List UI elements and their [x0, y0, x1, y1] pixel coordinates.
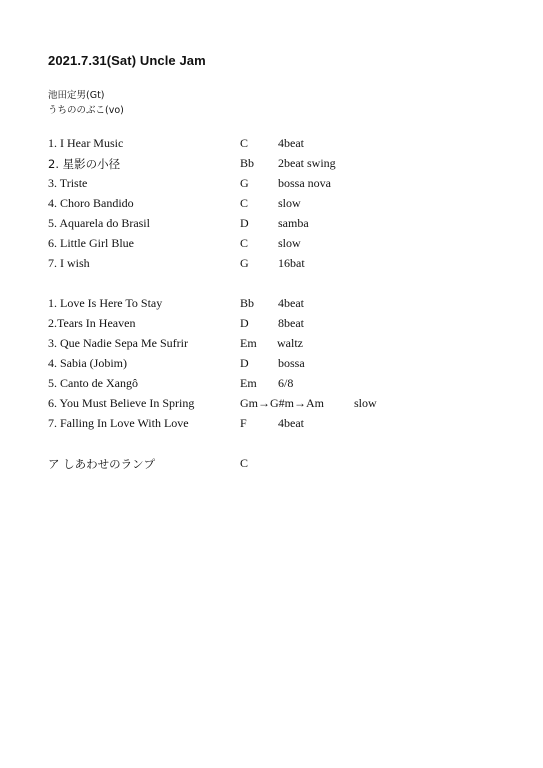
- song-row: [48, 214, 468, 234]
- performer-vocal: うちののぶこ(vo): [48, 105, 124, 116]
- song-style: slow: [354, 396, 377, 410]
- song-title: 6. You Must Believe In Spring: [48, 396, 195, 410]
- song-style: samba: [278, 216, 309, 230]
- song-key: C: [240, 456, 249, 470]
- song-key: F: [240, 416, 247, 430]
- song-row: [48, 334, 468, 354]
- song-title: 5. Aquarela do Brasil: [48, 216, 150, 230]
- setlist-encore: [48, 454, 468, 474]
- song-key: C: [240, 136, 249, 150]
- song-row: [48, 194, 468, 214]
- song-title: 3. Triste: [48, 176, 88, 190]
- song-title: 4. Sabia (Jobim): [48, 356, 127, 370]
- song-key: Bb: [240, 156, 255, 170]
- song-row: [48, 354, 468, 374]
- setlist-second-set: [48, 294, 468, 434]
- song-title: 1. I Hear Music: [48, 136, 124, 150]
- song-row: [48, 154, 468, 174]
- setlist-first-set: [48, 134, 468, 274]
- song-title: 7. I wish: [48, 256, 90, 270]
- song-row: [48, 174, 468, 194]
- song-row: [48, 234, 468, 254]
- song-style: 4beat: [278, 136, 304, 150]
- song-key: Gm→G#m→Am: [240, 396, 324, 410]
- song-row: [48, 454, 468, 474]
- song-key: G: [240, 176, 249, 190]
- song-key: D: [240, 356, 249, 370]
- song-title: 4. Choro Bandido: [48, 196, 134, 210]
- song-row: [48, 374, 468, 394]
- song-row: [48, 414, 468, 434]
- song-style: 8beat: [278, 316, 304, 330]
- song-style: 4beat: [278, 416, 304, 430]
- song-title: 3. Que Nadie Sepa Me Sufrir: [48, 336, 188, 350]
- song-title: ア しあわせのランプ: [48, 457, 156, 471]
- song-key: C: [240, 236, 249, 250]
- song-style: bossa: [278, 356, 305, 370]
- song-style: bossa nova: [278, 176, 331, 190]
- song-title: 5. Canto de Xangô: [48, 376, 138, 390]
- song-style: 6/8: [278, 376, 294, 390]
- page-title: 2021.7.31(Sat) Uncle Jam: [48, 53, 206, 68]
- song-style: 16bat: [278, 256, 305, 270]
- song-key: D: [240, 316, 249, 330]
- song-title: 1. Love Is Here To Stay: [48, 296, 163, 310]
- song-key: Em: [240, 376, 257, 390]
- song-row: [48, 314, 468, 334]
- song-title: 2.Tears In Heaven: [48, 316, 136, 330]
- song-style: 2beat swing: [278, 156, 336, 170]
- song-style: waltz: [277, 336, 303, 350]
- performer-guitar: 池田定男(Gt): [48, 90, 105, 101]
- song-title: 2. 星影の小径: [48, 157, 121, 171]
- song-key: Bb: [240, 296, 255, 310]
- song-title: 6. Little Girl Blue: [48, 236, 134, 250]
- song-row: [48, 294, 468, 314]
- song-key: Em: [240, 336, 257, 350]
- song-row: [48, 394, 468, 414]
- song-style: slow: [278, 196, 301, 210]
- song-key: D: [240, 216, 249, 230]
- song-key: G: [240, 256, 249, 270]
- song-key: C: [240, 196, 249, 210]
- song-style: 4beat: [278, 296, 304, 310]
- song-row: [48, 254, 468, 274]
- song-style: slow: [278, 236, 301, 250]
- song-row: [48, 134, 468, 154]
- song-title: 7. Falling In Love With Love: [48, 416, 189, 430]
